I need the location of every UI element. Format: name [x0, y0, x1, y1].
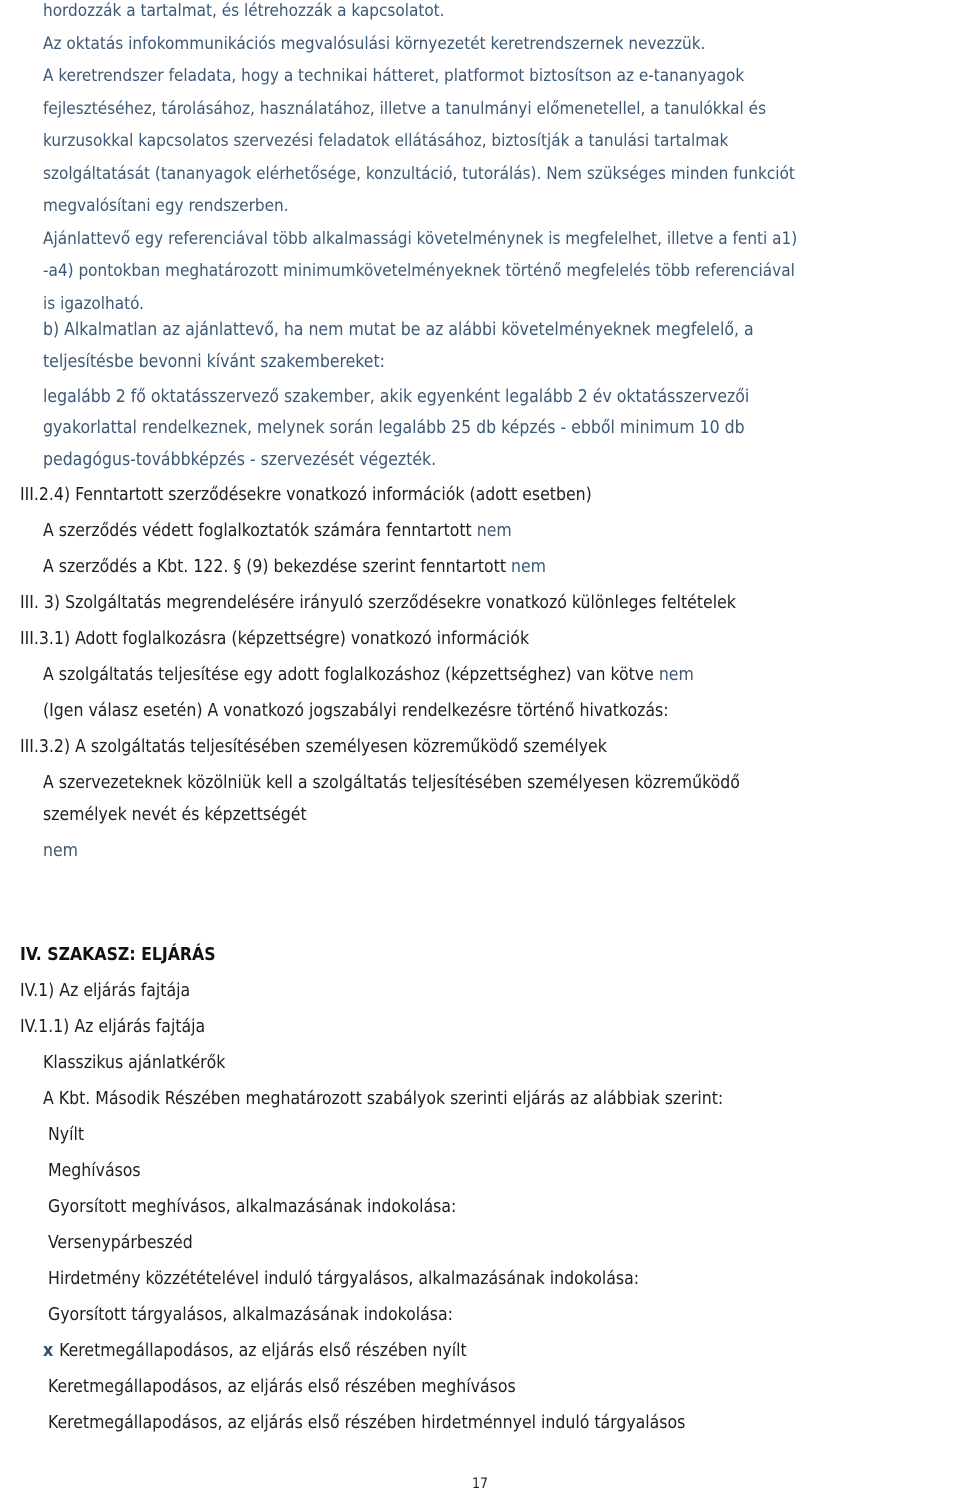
procedure-option-selected [43, 1339, 467, 1363]
intro-line: Ajánlattevő egy referenciával több alkalmassági követelménynek is megfelelhet, illetve a fenti a1) [43, 228, 798, 249]
contracting-authority-type: Klasszikus ajánlatkérők [43, 1053, 226, 1073]
section-heading-iv-1: IV.1) Az eljárás fajtája [20, 981, 191, 1001]
answer-value: nem [476, 521, 512, 541]
personnel-answer: nem [43, 841, 79, 861]
requirement-b-line: pedagógus-továbbképzés - szervezését végezték. [43, 450, 437, 470]
kbt-procedure-intro: A Kbt. Második Részében meghatározott szabályok szerinti eljárás az alábbiak szerint: [43, 1089, 724, 1109]
personnel-text-line: A szervezeteknek közölniük kell a szolgáltatás teljesítésében személyesen közreműködő [43, 773, 740, 793]
question-label: A szerződés a Kbt. 122. § (9) bekezdése szerint fenntartott [43, 557, 506, 577]
section-heading-3-3: III. 3) Szolgáltatás megrendelésére irányuló szerződésekre vonatkozó különleges feltételek [20, 593, 736, 613]
requirement-b-line: b) Alkalmatlan az ajánlattevő, ha nem mutat be az alábbi követelményeknek megfelelő, a [43, 320, 754, 340]
requirement-b-line: teljesítésbe bevonni kívánt szakembereket: [43, 352, 385, 372]
section-heading-iv-1-1: IV.1.1) Az eljárás fajtája [20, 1017, 206, 1037]
answer-value: nem [658, 665, 694, 685]
procedure-option [48, 1411, 685, 1435]
procedure-option [48, 1123, 84, 1147]
reserved-contract-question [43, 519, 512, 543]
kbt-reserved-question [43, 555, 546, 579]
option-label: Versenypárbeszéd [48, 1233, 193, 1253]
personnel-text-line: személyek nevét és képzettségét [43, 805, 307, 825]
intro-line: szolgáltatását (tananyagok elérhetősége, konzultáció, tutorálás). Nem szükséges minden funkciót [43, 163, 795, 184]
intro-line: A keretrendszer feladata, hogy a technikai hátteret, platformot biztosítson az e-tananyagok [43, 66, 745, 86]
option-label: Keretmegállapodásos, az eljárás első részében hirdetménnyel induló tárgyalásos [48, 1413, 686, 1433]
option-label: Gyorsított tárgyalásos, alkalmazásának indokolása: [48, 1305, 453, 1325]
section-heading-3-3-2: III.3.2) A szolgáltatás teljesítésében személyesen közreműködő személyek [20, 737, 607, 757]
procedure-option [48, 1267, 639, 1291]
answer-value: nem [511, 557, 547, 577]
procedure-option [48, 1231, 193, 1255]
option-label: Keretmegállapodásos, az eljárás első részében nyílt [59, 1341, 467, 1361]
procedure-option [48, 1375, 516, 1399]
requirement-b-line: legalább 2 fő oktatásszervező szakember, akik egyenként legalább 2 év oktatásszervezői [43, 387, 750, 407]
selected-mark: x [43, 1341, 54, 1361]
intro-line: is igazolható. [43, 293, 145, 314]
option-label: Nyílt [48, 1125, 85, 1145]
intro-line: kurzusokkal kapcsolatos szervezési feladatok ellátásához, biztosítják a tanulási tartalmak [43, 131, 729, 151]
procedure-option [48, 1303, 453, 1327]
intro-line: megvalósítani egy rendszerben. [43, 196, 289, 216]
option-label: Meghívásos [48, 1161, 141, 1181]
legal-reference-question: (Igen válasz esetén) A vonatkozó jogszabályi rendelkezésre történő hivatkozás: [43, 701, 669, 721]
page-number: 17 [471, 1476, 489, 1492]
profession-question [43, 663, 694, 687]
section-heading-3-2-4: III.2.4) Fenntartott szerződésekre vonatkozó információk (adott esetben) [20, 485, 592, 505]
intro-text-block [43, 0, 953, 320]
intro-line: Az oktatás infokommunikációs megvalósulási környezetét keretrendszernek nevezzük. [43, 33, 706, 54]
option-label: Gyorsított meghívásos, alkalmazásának indokolása: [48, 1197, 457, 1217]
question-label: A szolgáltatás teljesítése egy adott foglalkozáshoz (képzettséghez) van kötve [43, 665, 654, 685]
option-label: Keretmegállapodásos, az eljárás első részében meghívásos [48, 1377, 516, 1397]
procedure-option [48, 1195, 456, 1219]
requirement-b-line: gyakorlattal rendelkeznek, melynek során legalább 25 db képzés - ebből minimum 10 db [43, 418, 745, 438]
section-title-iv: IV. SZAKASZ: ELJÁRÁS [20, 945, 216, 965]
intro-line: -a4) pontokban meghatározott minimumkövetelményeknek történő megfelelés több referenciával [43, 261, 795, 281]
intro-line: hordozzák a tartalmat, és létrehozzák a kapcsolatot. [43, 1, 445, 21]
intro-line: fejlesztéséhez, tárolásához, használatához, illetve a tanulmányi előmenetellel, a tanulókkal és [43, 98, 767, 119]
section-heading-3-3-1: III.3.1) Adott foglalkozásra (képzettségre) vonatkozó információk [20, 629, 530, 649]
option-label: Hirdetmény közzétételével induló tárgyalásos, alkalmazásának indokolása: [48, 1269, 640, 1289]
question-label: A szerződés védett foglalkoztatók számára fenntartott [43, 521, 472, 541]
procedure-option [48, 1159, 141, 1183]
